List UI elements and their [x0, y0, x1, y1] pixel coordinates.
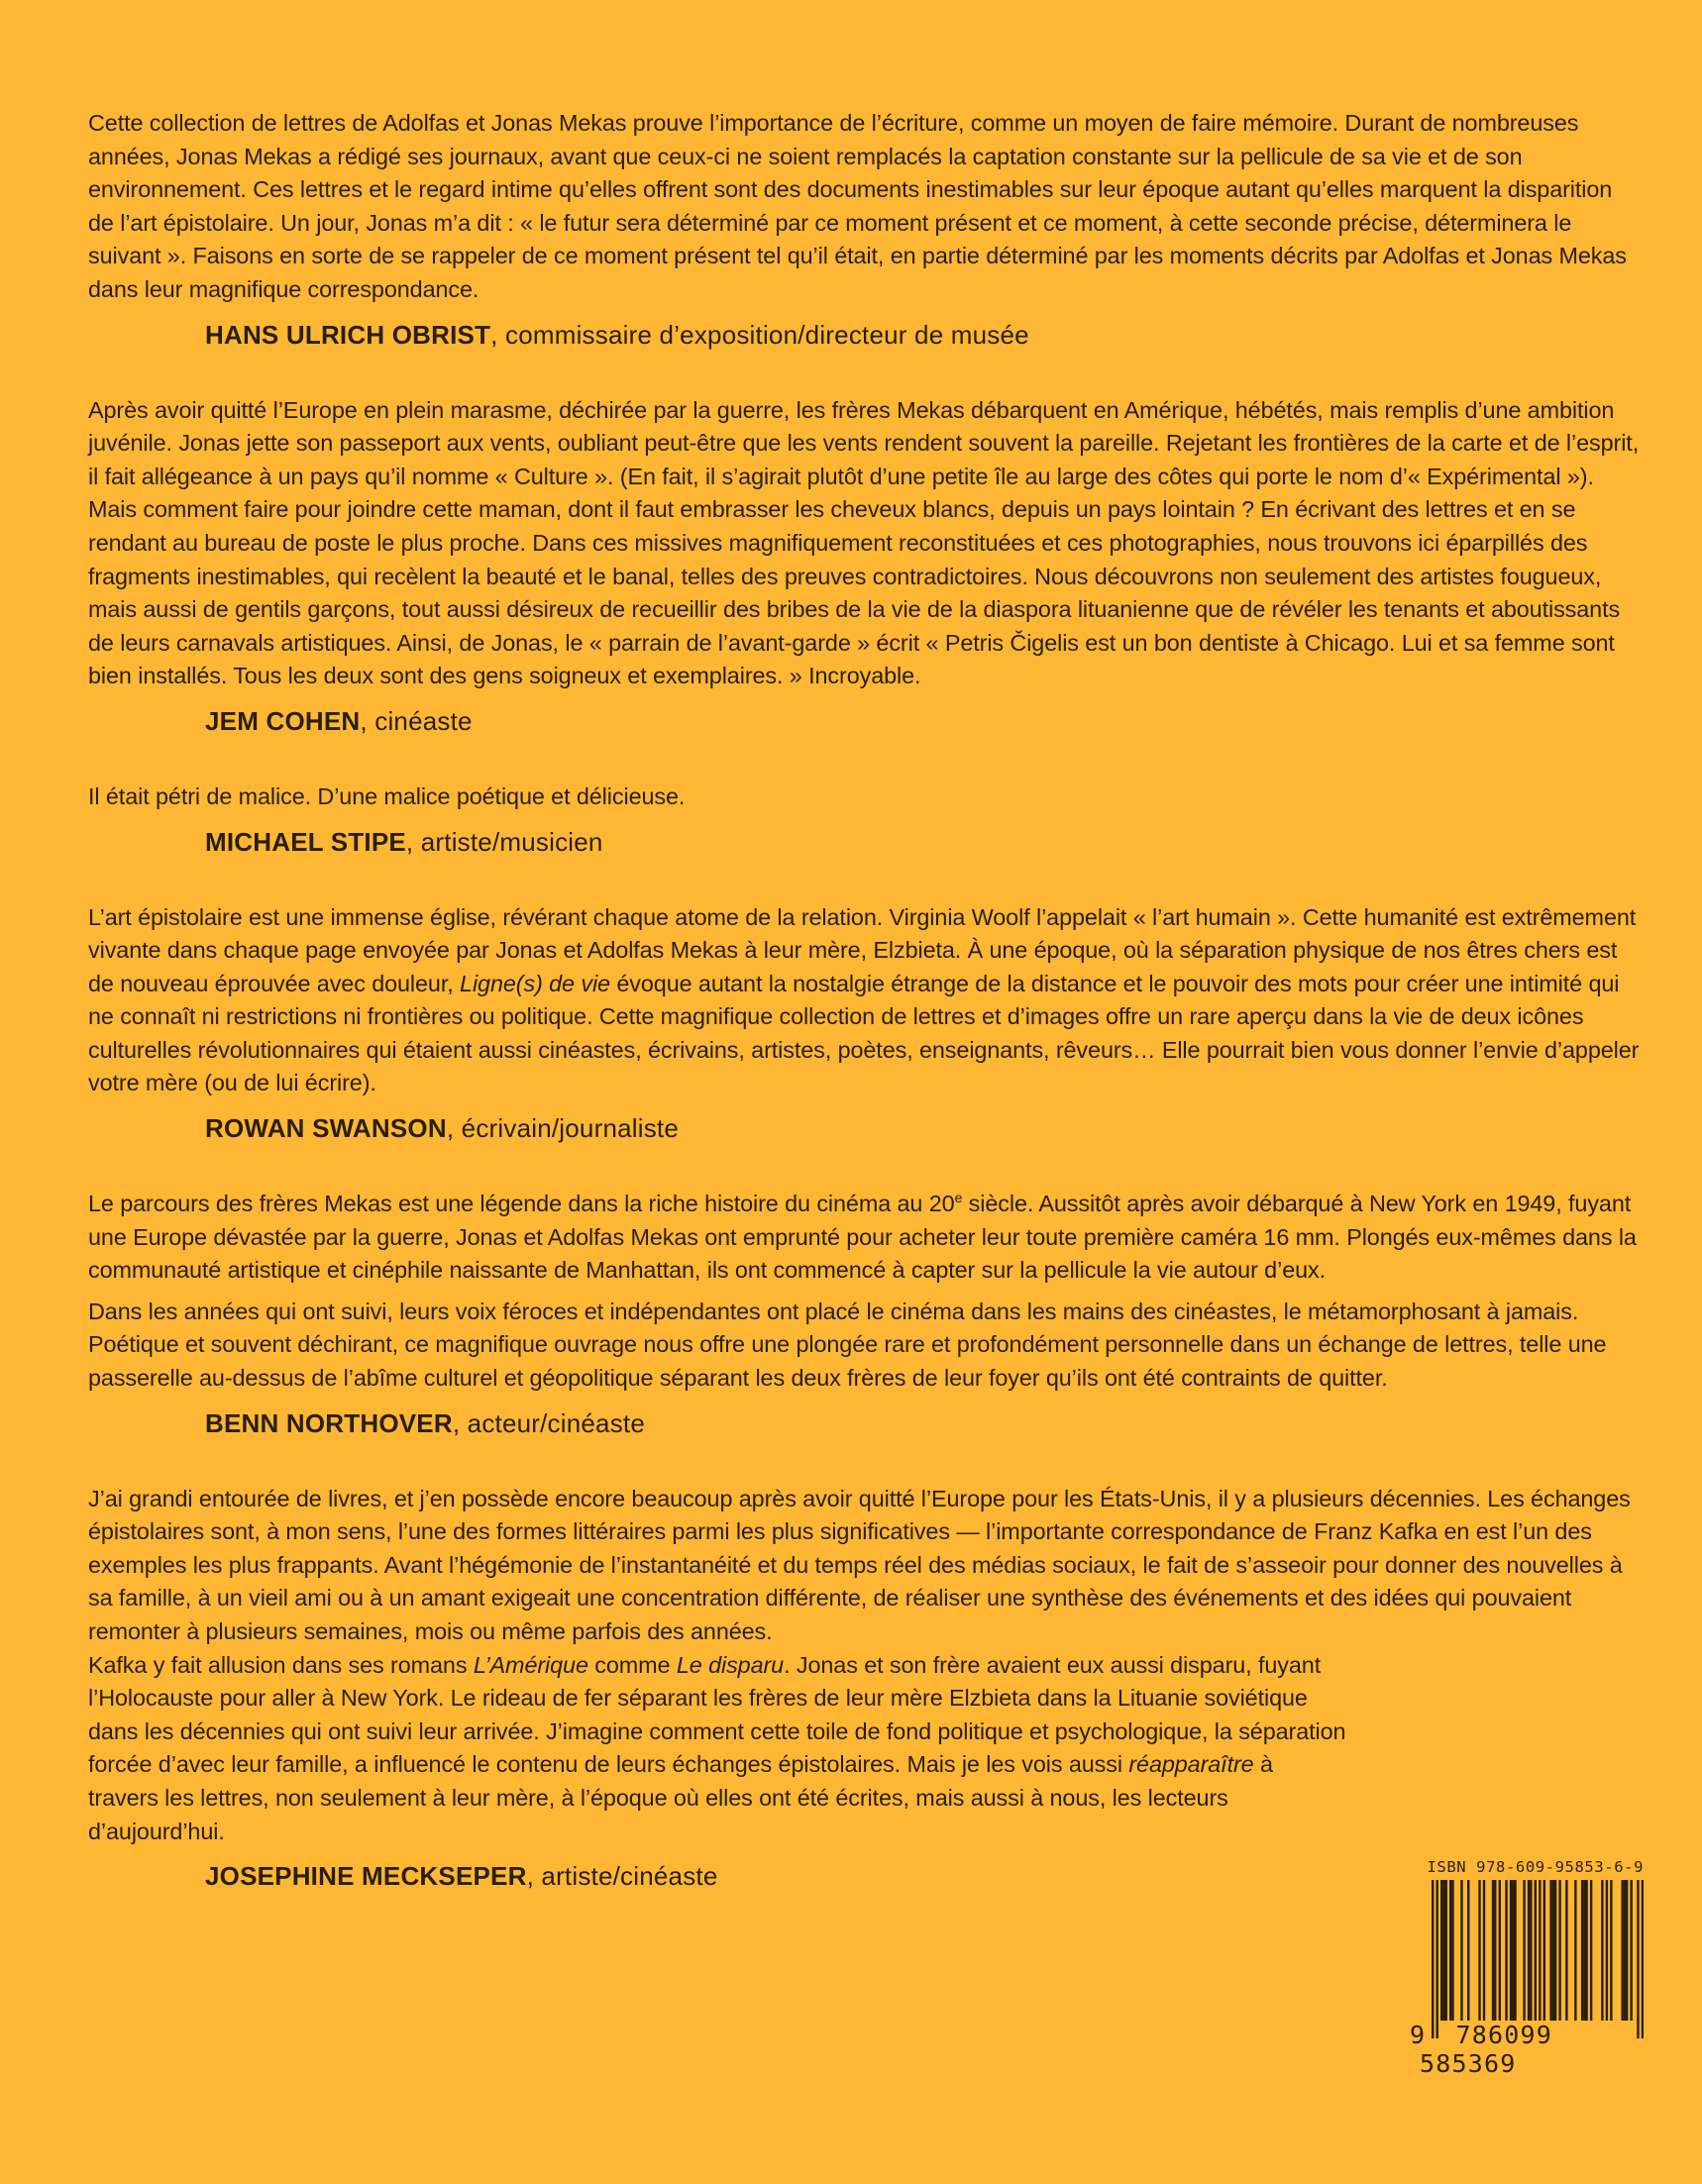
barcode-digits [1410, 2021, 1644, 2078]
quote-attribution [205, 824, 1644, 860]
barcode-bar [1626, 1880, 1628, 2021]
barcode-bar [1460, 1880, 1462, 2021]
quote-northover [88, 1188, 1644, 1441]
quote-paragraph: L’art épistolaire est une immense église, révérant chaque atome de la relation. Virginia Woolf l’appelait « l’art humain ». Cette humanité est extrêmement vivante dans chaque page envoyée par Jonas et Adolfas Mekas à leur mère, Elzbieta. À une époque, où la séparation physique de nos êtres chers est de nouveau éprouvée avec douleur, Ligne(s) de vie évoque autant la nostalgie étrange de la distance et le pouvoir des mots pour créer une intimité qui ne connaît ni restrictions ni frontières ou politique. Cette magnifique collection de lettres et d’images offre un rare aperçu dans la vie de deux icônes culturelles révolutionnaires qui étaient aussi cinéastes, écrivains, artistes, poètes, enseignants, rêveurs… Elle pourrait bien vous donner l’envie d’appeler votre mère (ou de lui écrire). [88, 903, 1640, 1096]
author-name: HANS ULRICH OBRIST [205, 319, 491, 350]
barcode-guard-bar [1535, 1880, 1537, 2038]
barcode-bar [1530, 1880, 1532, 2021]
quote-paragraph: Le parcours des frères Mekas est une légende dans la riche histoire du cinéma au 20e siècle. Aussitôt après avoir débarqué à New York en 1949, fuyant une Europe dévastée par la guerre, Jonas et Adolfas Mekas ont emprunté pour acheter leur toute première caméra 16 mm. Plongés eux-mêmes dans la communauté artistique et cinéphile naissante de Manhattan, ils ont commencé à capter sur la pellicule la vie autour d’eux. [88, 1190, 1637, 1284]
barcode-bar [1543, 1880, 1545, 2021]
barcode-bar [1467, 1880, 1469, 2021]
barcode-bar [1630, 1880, 1632, 2021]
barcode-bar [1554, 1880, 1556, 2021]
quote-stipe [88, 780, 1644, 860]
isbn-label: ISBN 978-609-95853-6-9 [1427, 1858, 1644, 1876]
barcode-bar [1574, 1880, 1576, 2021]
quote-obrist [88, 107, 1644, 353]
author-role: , écrivain/journaliste [446, 1113, 680, 1144]
quote-swanson [88, 901, 1644, 1147]
isbn-barcode [1410, 1858, 1644, 2078]
barcode-bars [1410, 1880, 1644, 2038]
book-title: Le disparu [676, 1651, 785, 1678]
barcode-bar [1494, 1880, 1496, 2021]
barcode-bar [1624, 1880, 1626, 2021]
author-name: MICHAEL STIPE [205, 826, 406, 857]
author-role: , acteur/cinéaste [452, 1407, 646, 1438]
barcode-bar [1478, 1880, 1480, 2021]
quote-paragraph: Cette collection de lettres de Adolfas et Jonas Mekas prouve l’importance de l’écriture, comme un moyen de faire mémoire. Durant de nombreuses années, Jonas Mekas a rédigé ses journaux, avant que ceux-ci ne soient remplacés la captation constante sur la pellicule de sa vie et de son environnement. Ces lettres et le regard intime qu’elles offrent sont des documents inestimables sur leur époque autant qu’elles marquent la disparition de l’art épistolaire. Un jour, Jonas m’a dit : « le futur sera déterminé par ce moment présent et ce moment, à cette seconde précise, déterminera le suivant ». Faisons en sorte de se rappeler de ce moment présent tel qu’il était, en partie déterminé par les moments décrits par Adolfas et Jonas Mekas dans leur magnifique correspondance. [88, 110, 1627, 302]
barcode-bar [1505, 1880, 1507, 2021]
author-name: JOSEPHINE MECKSEPER [205, 1861, 527, 1892]
barcode-bar [1445, 1880, 1447, 2021]
barcode-bar [1440, 1880, 1442, 2021]
author-name: ROWAN SWANSON [205, 1113, 447, 1144]
author-name: JEM COHEN [205, 705, 361, 736]
quote-cohen [88, 394, 1644, 739]
book-title: Ligne(s) de vie [460, 970, 610, 996]
barcode-bar [1449, 1880, 1451, 2021]
author-role: , cinéaste [360, 705, 473, 736]
quote-paragraph: Après avoir quitté l’Europe en plein marasme, déchirée par la guerre, les frères Mekas débarquent en Amérique, hébétés, mais remplis d’une ambition juvénile. Jonas jette son passeport aux vents, oubliant peut-être que les vents rendent souvent la pareille. Rejetant les frontières de la carte et de l’esprit, il fait allégeance à un pays qu’il nomme « Culture ». (En fait, il s’agirait plutôt d’une petite île au large des côtes qui porte le nom d’« Expérimental »). Mais comment faire pour joindre cette maman, dont il faut embrasser les cheveux blancs, depuis un pays lointain ? En écrivant des lettres et en se rendant au bureau de poste le plus proche. Dans ces missives magnifiquement reconstituées et ces photographies, nous trouvons ici éparpillés des fragments inestimables, qui recèlent la beauté et le banal, telles des preuves contradictoires. Nous découvrons non seulement des artistes fougueux, mais aussi de gentils garçons, tout aussi désireux de recueillir des bribes de la vie de la diaspora lituanienne que de révéler les tenants et aboutissants de leurs carnavals artistiques. Ainsi, de Jonas, le « parrain de l’avant-garde » écrit « Petris Čigelis est un bon dentiste à Chicago. Lui et sa femme sont bien installés. Tous les deux sont des gens soigneux et exemplaires. » Incroyable. [88, 396, 1640, 689]
barcode-bar [1585, 1880, 1587, 2021]
barcode-digit-group-2: 585369 [1420, 2049, 1517, 2078]
barcode-bar [1512, 1880, 1514, 2021]
quote-attribution [205, 703, 1644, 739]
barcode-bar [1565, 1880, 1567, 2021]
barcode-bar [1510, 1880, 1512, 2021]
barcode-digit-group-1: 786099 [1455, 2021, 1553, 2049]
barcode-bar [1552, 1880, 1554, 2021]
quote-attribution [205, 1110, 1644, 1146]
barcode-bar [1451, 1880, 1453, 2021]
barcode-bar [1483, 1880, 1485, 2021]
barcode-bar [1583, 1880, 1585, 2021]
quote-attribution [205, 317, 1644, 353]
quote-paragraph: J’ai grandi entourée de livres, et j’en possède encore beaucoup après avoir quitté l’Europe pour les États-Unis, il y a plusieurs décennies. Les échanges épistolaires sont, à mon sens, l’une des formes littéraires parmi les plus significatives — l’importante correspondance de Franz Kafka en est l’un des exemples les plus frappants. Avant l’hégémonie de l’instantanéité et du temps réel des médias sociaux, le fait de s’asseoir pour donner des nouvelles à sa famille, à un vieil ami ou à un amant exigeait une concentration différente, de réaliser une synthèse des événements et des idées qui pouvaient remonter à plusieurs semaines, mois ou même parfois des années. [88, 1485, 1631, 1644]
barcode-bar [1558, 1880, 1560, 2021]
author-name: BENN NORTHOVER [205, 1407, 453, 1438]
book-title: L’Amérique [473, 1651, 588, 1678]
barcode-guard-bar [1642, 1880, 1644, 2038]
barcode-bar [1528, 1880, 1530, 2021]
quote-paragraph: Kafka y fait allusion dans ses romans L’Amérique comme Le disparu. Jonas et son frère avaient eux aussi disparu, fuyant l’Holocauste pour aller à New York. Le rideau de fer séparant les frères de leur mère Elzbieta dans la Lituanie soviétique dans les décennies qui ont suivi leur arrivée. J’imagine comment cette toile de fond politique et psychologique, la séparation forcée d’avec leur famille, a influencé le contenu de leurs échanges épistolaires. Mais je les vois aussi réapparaître à travers les lettres, non seulement à leur mère, à l’époque où elles ont été écrites, mais aussi à nous, les lecteurs d’aujourd’hui. [88, 1651, 1346, 1844]
quote-paragraph: Dans les années qui ont suivi, leurs voix féroces et indépendantes ont placé le cinéma dans les mains des cinéastes, le métamorphosant à jamais. Poétique et souvent déchirant, ce magnifique ouvrage nous offre une plongée rare et profondément personnelle dans un échange de lettres, telle une passerelle au-dessus de l’abîme culturel et géopolitique séparant les deux frères de leur foyer qu’ils ont été contraints de quitter. [88, 1298, 1607, 1392]
author-role: , artiste/cinéaste [526, 1861, 718, 1892]
author-role: , artiste/musicien [405, 826, 603, 857]
barcode-guard-bar [1637, 1880, 1639, 2038]
back-cover-text [88, 107, 1644, 1894]
barcode-guard-bar [1539, 1880, 1541, 2038]
barcode-bar [1514, 1880, 1516, 2021]
barcode-bar [1606, 1880, 1608, 2021]
barcode-bar [1442, 1880, 1444, 2021]
barcode-bar [1590, 1880, 1592, 2021]
quote-paragraph: Il était pétri de malice. D’une malice poétique et délicieuse. [88, 782, 686, 809]
barcode-bar [1581, 1880, 1583, 2021]
barcode-bar [1492, 1880, 1494, 2021]
quote-meckseper [88, 1483, 1644, 1895]
barcode-guard-bar [1436, 1880, 1438, 2038]
barcode-bar [1621, 1880, 1623, 2021]
barcode-bar [1601, 1880, 1603, 2021]
quote-attribution [205, 1405, 1644, 1441]
barcode-bar [1610, 1880, 1612, 2021]
barcode-digit-first: 9 [1410, 2021, 1427, 2049]
barcode-bar [1523, 1880, 1525, 2021]
barcode-bar [1499, 1880, 1501, 2021]
barcode-guard-bar [1432, 1880, 1434, 2038]
author-role: , commissaire d’exposition/directeur de musée [490, 319, 1029, 350]
barcode-bar [1549, 1880, 1551, 2021]
